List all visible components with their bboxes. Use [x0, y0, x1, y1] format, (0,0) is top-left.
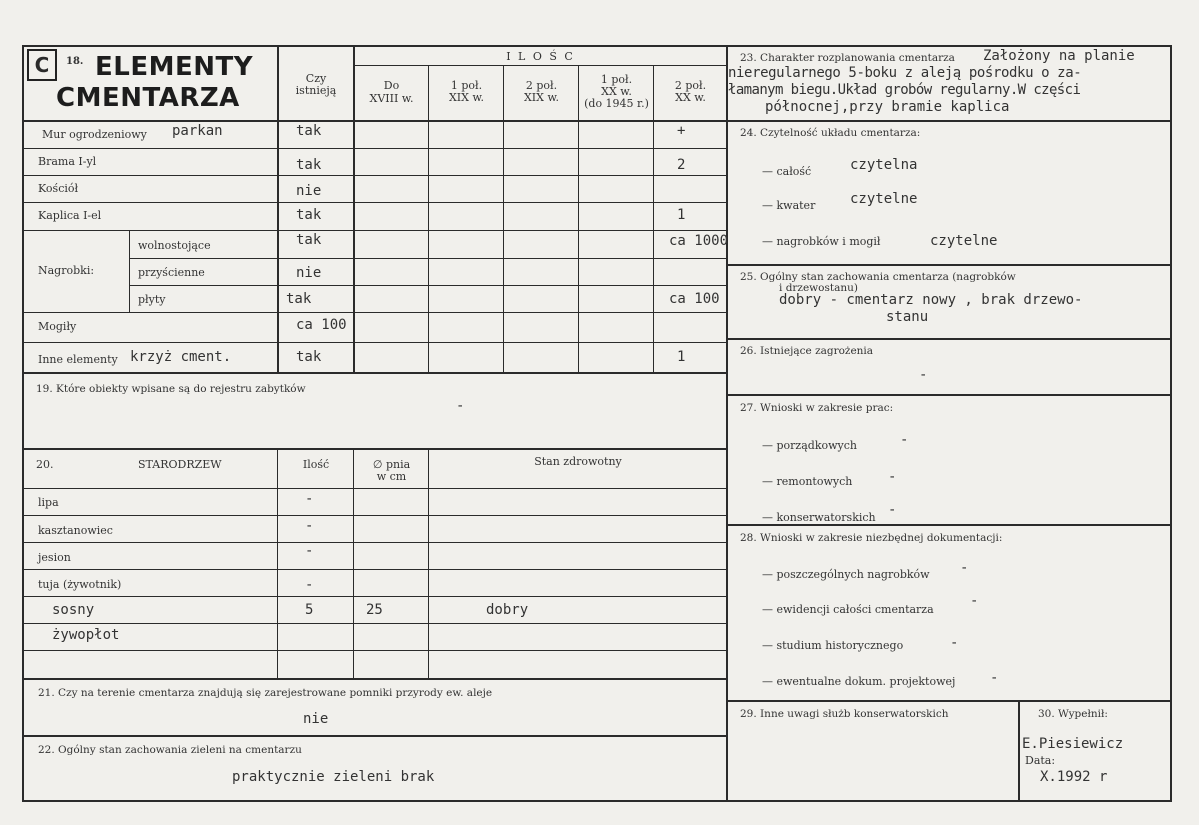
line [130, 285, 727, 286]
row-value-other: krzyż cment. [130, 349, 232, 365]
s27-item-value: - [888, 469, 897, 485]
freestanding-quantity: ca 1000 [669, 233, 729, 249]
line [277, 450, 278, 678]
s21-value: nie [303, 711, 329, 727]
row-label-other: Inne elementy [38, 353, 118, 366]
frame-bottom [22, 800, 1172, 802]
s28-item-value: - [970, 593, 979, 609]
tree-qty: 5 [305, 602, 314, 618]
s22-label: 22. Ogólny stan zachowania zieleni na cmentarzu [38, 744, 302, 756]
s23-line4: północnej,przy bramie kaplica [765, 99, 1010, 115]
line [22, 735, 727, 737]
tree-health: dobry [486, 602, 529, 618]
s28-item-label: — studium historycznego [762, 639, 904, 652]
church-exists: nie [296, 183, 322, 199]
line [428, 66, 429, 372]
line [428, 450, 429, 678]
tree-qty: - [305, 543, 314, 559]
line [22, 175, 727, 176]
period-1-line2: XVIII w. [369, 92, 414, 105]
period-2-line1: 1 poł. [450, 79, 483, 92]
s20-col-health: Stan zdrowotny [534, 455, 622, 468]
s20-title: STARODRZEW [138, 458, 222, 471]
row-label-graves: Mogiły [38, 320, 77, 333]
frame-top [22, 45, 1172, 47]
s28-item-label: — poszczególnych nagrobków [762, 568, 930, 581]
s25-value-line1: dobry - cmentarz nowy , brak drzewo- [779, 292, 1083, 308]
tree-diameter: 25 [366, 602, 383, 618]
tree-qty: - [305, 518, 314, 534]
section-letter-box: C [27, 49, 57, 81]
tree-name: kasztanowiec [38, 524, 113, 537]
slabs-exists: tak [286, 291, 312, 307]
s20-col-qty: Ilość [302, 458, 330, 471]
line [22, 448, 727, 450]
gate-quantity: 2 [677, 157, 686, 173]
line [22, 120, 727, 122]
line [22, 148, 727, 149]
s28-item-label: — ewidencji całości cmentarza [762, 603, 934, 616]
s28-label: 28. Wnioski w zakresie niezbędnej dokumentacji: [740, 532, 1003, 544]
line [22, 230, 727, 231]
wall-exists: tak [296, 123, 322, 139]
s24-quarters-label: — kwater [762, 199, 816, 212]
row-label-freestanding: wolnostojące [138, 239, 211, 252]
s28-item-value: - [960, 560, 969, 576]
period-4-line3: (do 1945 r.) [584, 97, 649, 110]
tree-name: sosny [52, 602, 95, 618]
s26-value: - [919, 367, 928, 383]
s28-item-value: - [950, 635, 959, 651]
row-label-chapel: Kaplica I-el [38, 209, 102, 222]
s20-number: 20. [36, 458, 54, 471]
frame-right [1170, 45, 1172, 802]
col-quantity-header: I L O Ś C [506, 50, 575, 63]
line [503, 66, 504, 372]
period-3-line2: XIX w. [523, 91, 560, 104]
tree-name: tuja (żywotnik) [38, 578, 122, 591]
slabs-quantity: ca 100 [669, 291, 720, 307]
section-number: 18. [66, 56, 84, 67]
s24-label: 24. Czytelność układu cmentarza: [740, 127, 921, 139]
line [353, 450, 354, 678]
chapel-quantity: 1 [677, 207, 686, 223]
wall-quantity: + [677, 123, 686, 139]
s27-item-value: - [888, 502, 897, 518]
s25-value-line2: stanu [886, 309, 929, 325]
freestanding-exists: tak [296, 232, 322, 248]
s24-tombs-value: czytelne [930, 233, 998, 249]
line [22, 678, 727, 680]
s27-item-value: - [900, 432, 909, 448]
s22-value: praktycznie zieleni brak [232, 769, 435, 785]
chapel-exists: tak [296, 207, 322, 223]
s26-label: 26. Istniejące zagrożenia [740, 345, 874, 357]
gate-exists: tak [296, 157, 322, 173]
row-label-wall: Mur ogrodzeniowy [42, 128, 147, 141]
s23-line2: nieregularnego 5-boku z aleją pośrodku o za- [728, 65, 1082, 81]
s27-item-label: — porządkowych [762, 439, 857, 452]
period-1-line1: Do [383, 79, 400, 92]
other-exists: tak [296, 349, 322, 365]
s30-label: 30. Wypełnił: [1038, 708, 1108, 720]
period-4-line1: 1 poł. [600, 73, 633, 86]
s23-label: 23. Charakter rozplanowania cmentarza [740, 52, 955, 64]
tree-name: żywopłot [52, 627, 120, 643]
col-exists-line2: istnieją [295, 84, 337, 97]
line [22, 488, 727, 489]
period-3-line1: 2 poł. [525, 79, 558, 92]
row-value-wall: parkan [172, 123, 223, 139]
line [22, 312, 727, 313]
s28-item-value: - [990, 670, 999, 686]
line [1018, 700, 1020, 802]
line [22, 542, 727, 543]
line [653, 66, 654, 372]
line [129, 230, 130, 312]
column-divider [726, 45, 728, 802]
period-5-line2: XX w. [675, 91, 706, 104]
s24-whole-value: czytelna [850, 157, 918, 173]
frame-left [22, 45, 24, 802]
s30-name: E.Piesiewicz [1022, 736, 1124, 752]
s27-item-label: — konserwatorskich [762, 511, 876, 524]
line [727, 394, 1172, 396]
period-2-line2: XIX w. [448, 91, 485, 104]
s30-date-label: Data: [1025, 754, 1056, 767]
line [22, 515, 727, 516]
line [727, 524, 1172, 526]
s23-line1: Założony na planie [983, 48, 1135, 64]
line [727, 264, 1172, 266]
title-line-1: ELEMENTY [95, 52, 254, 82]
line [22, 342, 727, 343]
s29-label: 29. Inne uwagi służb konserwatorskich [740, 708, 949, 720]
period-5-line1: 2 poł. [674, 79, 707, 92]
s19-label: 19. Które obiekty wpisane są do rejestru zabytków [36, 383, 306, 395]
line [22, 569, 727, 570]
line [727, 120, 1172, 122]
tree-name: lipa [38, 496, 59, 509]
s28-item-label: — ewentualne dokum. projektowej [762, 675, 956, 688]
title-line-2: CMENTARZA [56, 83, 240, 113]
s24-quarters-value: czytelne [850, 191, 918, 207]
row-label-wall-mounted: przyścienne [138, 266, 205, 279]
s20-col-diameter-line1: ∅ pnia [372, 458, 411, 471]
line [578, 66, 579, 372]
s24-tombs-label: — nagrobków i mogił [762, 235, 881, 248]
line [22, 623, 727, 624]
s24-whole-label: — całość [762, 165, 812, 178]
row-label-church: Kościół [38, 182, 79, 195]
line [354, 65, 726, 66]
line [727, 700, 1172, 702]
line [22, 650, 727, 651]
period-4-line2: XX w. [601, 85, 632, 98]
s27-item-label: — remontowych [762, 475, 853, 488]
s27-label: 27. Wnioski w zakresie prac: [740, 402, 894, 414]
line [727, 338, 1172, 340]
row-label-slabs: płyty [138, 293, 166, 306]
s20-col-diameter-line2: w cm [376, 470, 407, 483]
line [130, 258, 727, 259]
wall-mounted-exists: nie [296, 265, 322, 281]
line [22, 202, 727, 203]
other-quantity: 1 [677, 349, 686, 365]
s30-date: X.1992 r [1040, 769, 1108, 785]
line [22, 596, 727, 597]
col-exists-line1: Czy [305, 72, 327, 85]
row-label-gate: Brama I-yl [38, 155, 97, 168]
tree-name: jesion [38, 551, 71, 564]
s23-line3: łamanym biegu.Układ grobów regularny.W części [728, 82, 1081, 98]
tree-qty: - [305, 577, 314, 593]
row-label-tombstones: Nagrobki: [38, 264, 95, 277]
s19-value: - [456, 398, 465, 414]
s21-label: 21. Czy na terenie cmentarza znajdują się zarejestrowane pomniki przyrody ew. aleje [38, 687, 493, 699]
tree-qty: - [305, 491, 314, 507]
s25-label-line2: i drzewostanu) [779, 282, 858, 294]
graves-exists: ca 100 [296, 317, 347, 333]
s25-label-line1: 25. Ogólny stan zachowania cmentarza (nagrobków [740, 271, 1016, 283]
line [22, 372, 727, 374]
